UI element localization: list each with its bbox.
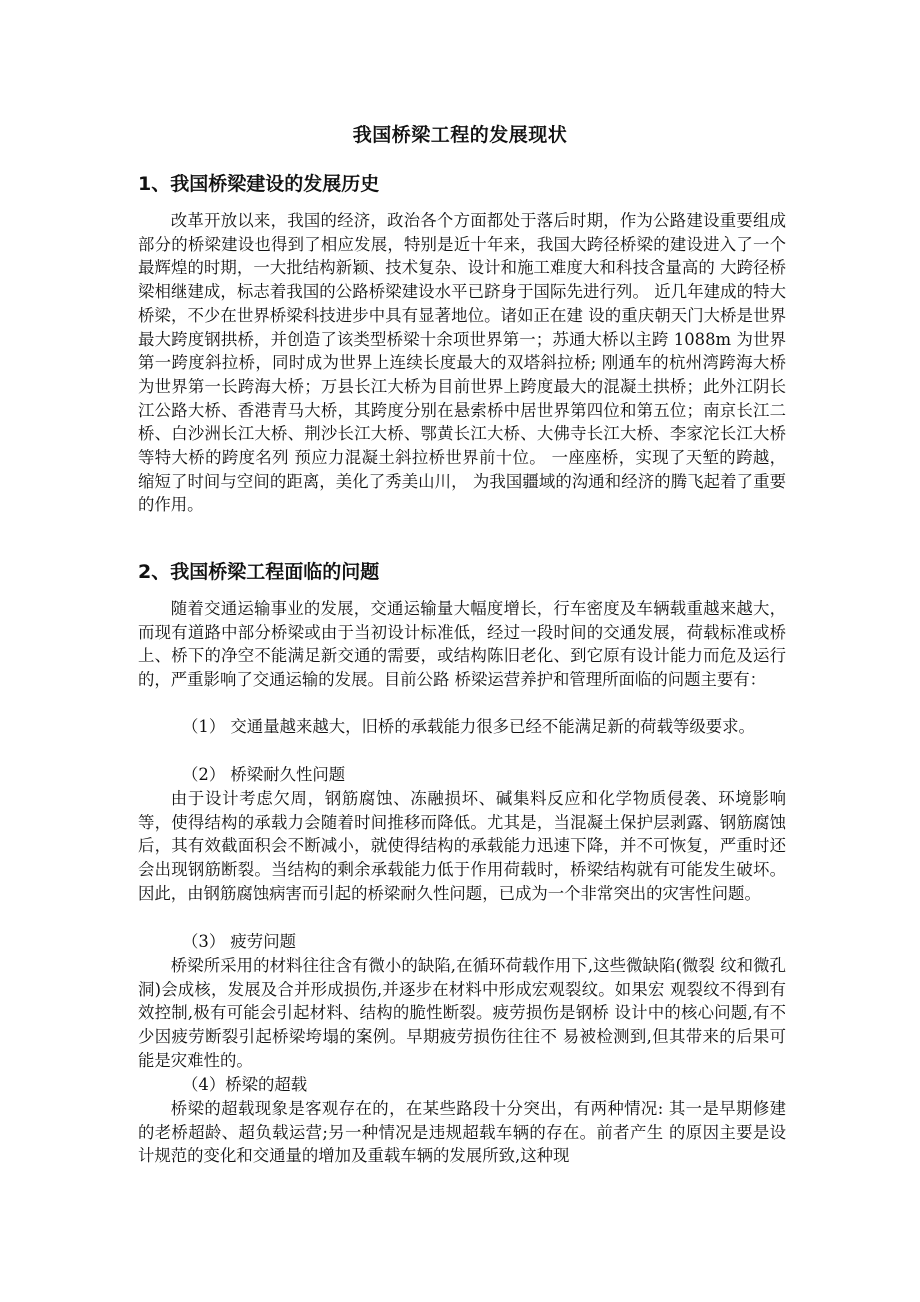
issue-2-label: （2） 桥梁耐久性问题 bbox=[182, 765, 346, 784]
issue-2-text: 由于设计考虑欠周，钢筋腐蚀、冻融损坏、碱集料反应和化学物质侵袭、环境影响等，使得结构的承载力会随着时间推移而降低。尤其是，当混凝土保护层剥露、钢筋腐蚀后，其有效截面积会不断减小，就使得结构的承载能力迅速下降，并不可恢复，严重时还会出现钢筋断裂。当结构的剩余承载能力低于作用荷载时，桥梁结构就有可能发生破坏。因此，由钢筋腐蚀病害而引起的桥梁耐久性问题，已成为一个非常突出的灾害性问题。 bbox=[138, 789, 786, 903]
issue-3-text: 桥梁所采用的材料往往含有微小的缺陷,在循环荷载作用下,这些微缺陷(微裂 纹和微孔洞)会成核，发展及合并形成损伤,并逐步在材料中形成宏观裂纹。如果宏 观裂纹不得到有效控制,极有可能会引起材料、结构的脆性断裂。疲劳损伤是钢桥 设计中的核心问题,有不少因疲劳断裂引起桥梁垮塌的案例。早期疲劳损伤往往不 易被检测到,但其带来的后果可能是灾难性的。 bbox=[138, 956, 786, 1070]
page-title: 我国桥梁工程的发展现状 bbox=[352, 124, 568, 146]
section-2-intro: 随着交通运输事业的发展，交通运输量大幅度增长，行车密度及车辆载重越来越大，而现有道路中部分桥梁或由于当初设计标准低，经过一段时间的交通发展，荷载标准或桥上、桥下的净空不能满足新交通的需要，或结构陈旧老化、到它原有设计能力而危及运行的，严重影响了交通运输的发展。目前公路 桥梁运营养护和管理所面临的问题主要有： bbox=[138, 599, 786, 690]
issue-3-label: （3） 疲劳问题 bbox=[182, 932, 296, 951]
section-1-paragraph: 改革开放以来，我国的经济，政治各个方面都处于落后时期，作为公路建设重要组成部分的桥梁建设也得到了相应发展，特别是近十年来，我国大跨径桥梁的建设进入了一个 最辉煌的时期，一大批结构新颖、技术复杂、设计和施工难度大和科技含量高的 大跨径桥梁相继建成，标志着我国的公路桥梁建设水平已跻身于国际先进行列。 近几年建成的特大桥梁，不少在世界桥梁科技进步中具有显著地位。诸如正在建 设的重庆朝天门大桥是世界最大跨度钢拱桥，并创造了该类型桥梁十余项世界第一；苏通大桥以主跨 1088m 为世界第一跨度斜拉桥，同时成为世界上连续长度最大的双塔斜拉桥; 刚通车的杭州湾跨海大桥为世界第一长跨海大桥；万县长江大桥为目前世界上跨度最大的混凝土拱桥；此外江阴长江公路大桥、香港青马大桥，其跨度分别在悬索桥中居世界第四位和第五位；南京长江二桥、白沙洲长江大桥、荆沙长江大桥、鄂黄长江大桥、大佛寺长江大桥、李家沱长江大桥等特大桥的跨度名列 预应力混凝土斜拉桥世界前十位。 一座座桥，实现了天堑的跨越，缩短了时间与空间的距离，美化了秀美山川， 为我国疆域的沟通和经济的腾飞起着了重要的作用。 bbox=[138, 211, 786, 515]
section-1-heading: 1、我国桥梁建设的发展历史 bbox=[138, 173, 380, 195]
issue-4-label: （4）桥梁的超载 bbox=[182, 1075, 308, 1094]
issue-1-text: （1） 交通量越来越大，旧桥的承载能力很多已经不能满足新的荷载等级要求。 bbox=[182, 717, 755, 736]
section-2-heading: 2、我国桥梁工程面临的问题 bbox=[138, 561, 380, 583]
issue-4-text: 桥梁的超载现象是客观存在的，在某些路段十分突出，有两种情况: 其一是早期修建的老桥超龄、超负载运营;另一种情况是违规超载车辆的存在。前者产生 的原因主要是设计规范的变化和交通量的增加及重载车辆的发展所致,这种现 bbox=[138, 1099, 786, 1166]
